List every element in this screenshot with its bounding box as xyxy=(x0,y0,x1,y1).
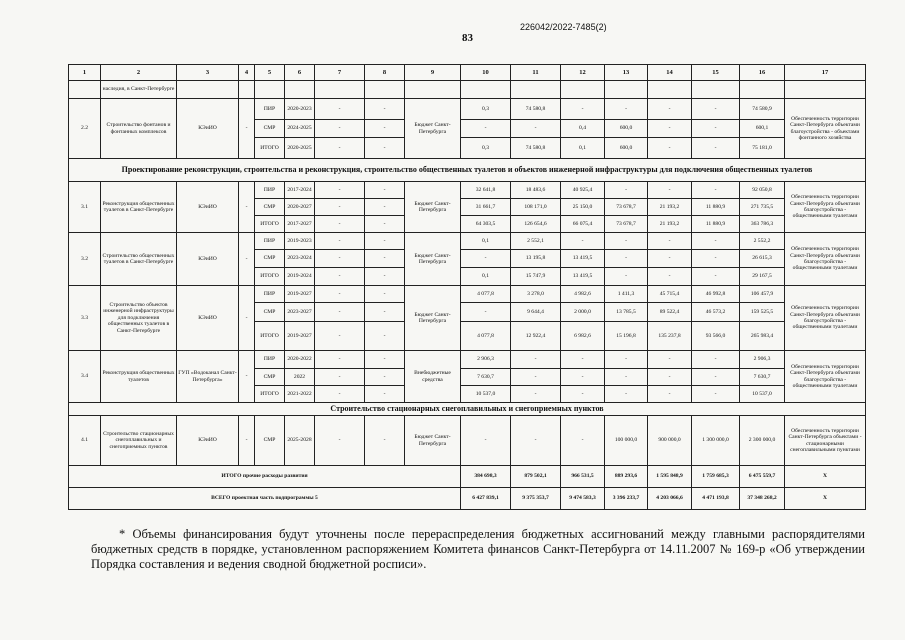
row-executor: КЭиИО xyxy=(177,99,239,159)
table-row: СМР 2022 - - 7 630,7 - - - - - 7 630,7 xyxy=(69,369,866,386)
table-row: 2.2 Строительство фонтанов и фонтанных комплексов КЭиИО - ПИР 2020-2023 - - Бюджет Санкт-Петербурга 0,3 74 580,8 - - - - 74 580,9 Обеспеченность территории Санкт-Петербурга объектами благоустройства - объектами фонтанного хозяйства xyxy=(69,99,866,120)
col-header: 5 xyxy=(255,65,285,81)
table-row: СМР 2024-2025 - - - - 0,4 600,0 - - 600,1 xyxy=(69,120,866,138)
years: 2020-2025 xyxy=(285,138,315,159)
table-row: СМР 2023-2027 - - - 9 644,4 2 000,0 13 785,5 89 522,4 46 573,2 159 525,5 xyxy=(69,303,866,322)
row-col4: - xyxy=(239,99,255,159)
col-header: 17 xyxy=(785,65,866,81)
indicator-note: Обеспеченность территории Санкт-Петербурга объектами - стационарными снегоплавильными пунктами xyxy=(785,416,866,466)
table-row: 3.3 Строительство объектов инженерной инфраструктуры для подключения общественных туалетов в Санкт-Петербурге КЭиИО - ПИР 2019-2027 - - Бюджет Санкт-Петербурга 4 077,8 3 278,0 4 982,6 1 411,3 45 715,4 46 992,8 106 457,9 Обеспеченность территории Санкт-Петербурга объектами благоустройства - общественными туалетами xyxy=(69,286,866,303)
col-header: 8 xyxy=(365,65,405,81)
row-name: Реконструкция общественных туалетов в Санкт-Петербурге xyxy=(101,182,177,233)
row-name: Строительство стационарных снегоплавильных и снегоприемных пунктов xyxy=(101,416,177,466)
row-executor: КЭиИО xyxy=(177,182,239,233)
work-type: ПИР xyxy=(255,99,285,120)
total-row: ВСЕГО проектная часть подпрограммы 5 6 427 839,1 9 375 353,7 9 474 583,3 3 396 233,7 4 203 066,6 4 471 193,8 37 348 268,2 X xyxy=(69,488,866,510)
years: 2020-2023 xyxy=(285,99,315,120)
table-row xyxy=(69,81,866,99)
footnote xyxy=(91,527,865,572)
funding-source: Бюджет Санкт-Петербурга xyxy=(405,99,461,159)
row-number: 3.2 xyxy=(69,233,101,286)
financing-table xyxy=(68,64,866,510)
funding-source: Бюджет Санкт-Петербурга xyxy=(405,233,461,286)
row-executor: КЭиИО xyxy=(177,416,239,466)
table-row: 3.1 Реконструкция общественных туалетов в Санкт-Петербурге КЭиИО - ПИР 2017-2024 - - Бюджет Санкт-Петербурга 32 641,8 18 483,6 40 925,4 - - - 92 050,8 Обеспеченность территории Санкт-Петербурга объектами благоустройства - общественными туалетами xyxy=(69,182,866,199)
table-row: ИТОГО 2020-2025 - - 0,3 74 580,8 0,1 600,0 - - 75 181,0 xyxy=(69,138,866,159)
section-title: Строительство стационарных снегоплавильных и снегоприемных пунктов xyxy=(69,403,866,416)
indicator-note: Обеспеченность территории Санкт-Петербурга объектами благоустройства - общественными туалетами xyxy=(785,286,866,351)
row-number: 3.1 xyxy=(69,182,101,233)
row-name: Строительство объектов инженерной инфраструктуры для подключения общественных туалетов в Санкт-Петербурге xyxy=(101,286,177,351)
total-row: ИТОГО прочие расходы развития 384 698,3 879 502,1 966 531,5 889 293,6 1 595 848,9 1 759 685,3 6 475 559,7 X xyxy=(69,466,866,488)
row-number: 3.4 xyxy=(69,351,101,403)
col-header: 6 xyxy=(285,65,315,81)
table-row: 4.1 Строительство стационарных снегоплавильных и снегоприемных пунктов КЭиИО - СМР 2025-2028 - - Бюджет Санкт-Петербурга - - - 100 000,0 900 000,0 1 300 000,0 2 300 000,0 Обеспеченность территории Санкт-Петербурга объектами - стационарными снегоплавильными пунктами xyxy=(69,416,866,466)
funding-source: Бюджет Санкт-Петербурга xyxy=(405,286,461,351)
table-row: СМР 2023-2024 - - - 13 195,8 13 419,5 - - - 26 615,3 xyxy=(69,250,866,268)
document-number: 226042/2022-7485(2) xyxy=(520,22,607,32)
indicator-note: Обеспеченность территории Санкт-Петербурга объектами благоустройства - общественными туалетами xyxy=(785,233,866,286)
total-all-label: ВСЕГО проектная часть подпрограммы 5 xyxy=(69,488,461,510)
row-number: 4.1 xyxy=(69,416,101,466)
section-title: Проектирование реконструкции, строительства и реконструкция, строительство общественных туалетов и объектов инженерной инфраструктуры для подключения общественных туалетов xyxy=(69,159,866,182)
row-name: Реконструкция общественных туалетов xyxy=(101,351,177,403)
col-header: 11 xyxy=(511,65,561,81)
indicator-note: Обеспеченность территории Санкт-Петербурга объектами благоустройства - объектами фонтанного хозяйства xyxy=(785,99,866,159)
row-name: наследия, в Санкт-Петербурге xyxy=(101,81,177,99)
section-header-row xyxy=(69,403,866,416)
col-header: 10 xyxy=(461,65,511,81)
funding-source: Внебюджетные средства xyxy=(405,351,461,403)
row-number: 3.3 xyxy=(69,286,101,351)
page-number: 83 xyxy=(462,32,473,44)
col-header: 12 xyxy=(561,65,605,81)
row-executor: КЭиИО xyxy=(177,286,239,351)
row-executor: ГУП «Водоканал Санкт-Петербурга» xyxy=(177,351,239,403)
funding-source: Бюджет Санкт-Петербурга xyxy=(405,182,461,233)
table-row: ИТОГО 2021-2022 - - 10 537,0 - - - - - 10 537,0 xyxy=(69,386,866,403)
table-row: ИТОГО 2017-2027 - - 64 303,5 126 654,6 66 075,4 73 678,7 21 193,2 11 880,9 363 786,3 xyxy=(69,216,866,233)
row-name: Строительство фонтанов и фонтанных комплексов xyxy=(101,99,177,159)
work-type: СМР xyxy=(255,120,285,138)
col-header: 16 xyxy=(740,65,785,81)
col-header: 14 xyxy=(648,65,692,81)
col-header: 7 xyxy=(315,65,365,81)
indicator-note: Обеспеченность территории Санкт-Петербурга объектами благоустройства - общественными туалетами xyxy=(785,182,866,233)
table-row: 3.4 Реконструкция общественных туалетов ГУП «Водоканал Санкт-Петербурга» - ПИР 2020-2022 - - Внебюджетные средства 2 906,3 - - - - - 2 906,3 Обеспеченность территории Санкт-Петербурга объектами благоустройства - общественными туалетами xyxy=(69,351,866,369)
table-row: ИТОГО 2019-2024 - - 0,1 15 747,9 13 419,5 - - - 29 167,5 xyxy=(69,268,866,286)
col-header: 4 xyxy=(239,65,255,81)
col-header: 13 xyxy=(605,65,648,81)
funding-source: Бюджет Санкт-Петербурга xyxy=(405,416,461,466)
column-number-row xyxy=(69,65,866,81)
col-header: 2 xyxy=(101,65,177,81)
row-name: Строительство общественных туалетов в Санкт-Петербурге xyxy=(101,233,177,286)
col-header: 9 xyxy=(405,65,461,81)
col-header: 1 xyxy=(69,65,101,81)
work-type: ИТОГО xyxy=(255,138,285,159)
col-header: 15 xyxy=(692,65,740,81)
total-other-label: ИТОГО прочие расходы развития xyxy=(69,466,461,488)
table-row: СМР 2020-2027 - - 31 661,7 108 171,0 25 150,0 73 678,7 21 193,2 11 880,9 271 735,5 xyxy=(69,199,866,216)
table-row: ИТОГО 2019-2027 - - 4 077,8 12 922,4 6 982,6 15 196,8 135 237,8 93 566,0 265 983,4 xyxy=(69,322,866,351)
row-executor: КЭиИО xyxy=(177,233,239,286)
years: 2024-2025 xyxy=(285,120,315,138)
row-number: 2.2 xyxy=(69,99,101,159)
table-row: 3.2 Строительство общественных туалетов в Санкт-Петербурге КЭиИО - ПИР 2019-2023 - - Бюджет Санкт-Петербурга 0,1 2 552,1 - - - - 2 552,2 Обеспеченность территории Санкт-Петербурга объектами благоустройства - общественными туалетами xyxy=(69,233,866,250)
indicator-note: Обеспеченность территории Санкт-Петербурга объектами благоустройства - общественными туалетами xyxy=(785,351,866,403)
section-header-row xyxy=(69,159,866,182)
col-header: 3 xyxy=(177,65,239,81)
footnote-text: * Объемы финансирования будут уточнены после перераспределения бюджетных ассигнований между главными распорядителями бюджетных средств в порядке, установленном распоряжением Комитета финансов Санкт-Петербурга от 14.11.2007 № 169-р «Об утверждении Порядка составления и ведения сводной бюджетной росписи». xyxy=(91,527,865,571)
